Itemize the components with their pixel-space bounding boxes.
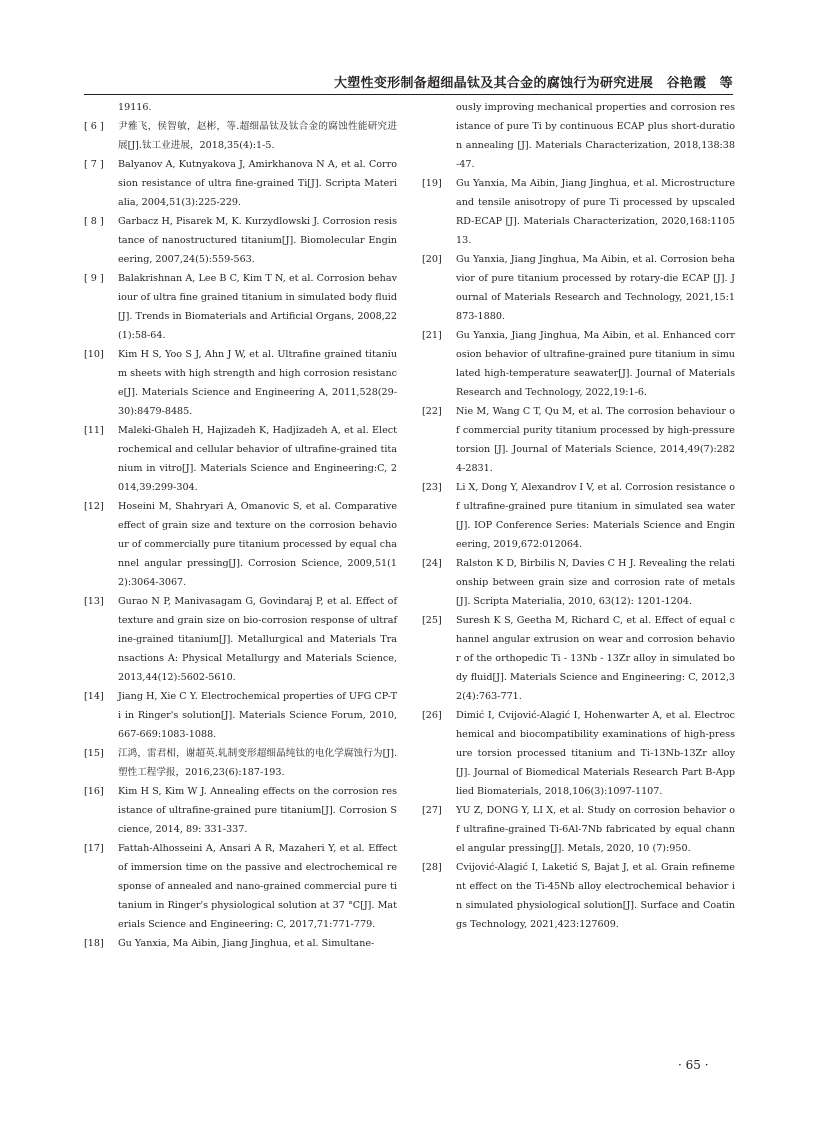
reference-item [84, 421, 397, 497]
reference-item [422, 858, 735, 934]
reference-item [422, 326, 735, 402]
page-number: · 65 · [678, 1058, 709, 1072]
reference-list-right [422, 174, 735, 934]
reference-number: [ 7 ] [84, 159, 104, 170]
reference-item [422, 250, 735, 326]
reference-text: Gu Yanxia, Ma Aibin, Jiang Jinghua, et al. Microstructure and tensile anisotropy of pure Ti processed by upscaled RD-ECAP [J]. Materials Characterization, 2020,168:110513. [456, 178, 735, 246]
reference-number: [21] [422, 330, 442, 341]
reference-text: Jiang H, Xie C Y. Electrochemical properties of UFG CP-Ti in Ringer's solution[J]. Materials Science Forum, 2010,667-669:1083-1088. [118, 691, 397, 740]
reference-number: [25] [422, 615, 442, 626]
reference-item [422, 554, 735, 611]
references-right-column [422, 98, 735, 934]
reference-item [84, 345, 397, 421]
reference-text: Garbacz H, Pisarek M, K. Kurzydlowski J. Corrosion resistance of nanostructured titanium[J]. Biomolecular Engineering, 2007,24(5):559-563. [118, 216, 397, 265]
reference-text: Maleki-Ghaleh H, Hajizadeh K, Hadjizadeh A, et al. Electrochemical and cellular behavior of ultrafine-grained titanium in vitro[J]. Materials Science and Engineering:C, 2014,39:299-304. [118, 425, 397, 493]
reference-text: Kim H S, Yoo S J, Ahn J W, et al. Ultrafine grained titanium sheets with high strength and high corrosion resistance[J]. Materials Science and Engineering A, 2011,528(29-30):8479-8485. [118, 349, 397, 417]
reference-number: [ 6 ] [84, 121, 104, 132]
reference-continuation: 19116. [118, 102, 152, 113]
reference-item [422, 402, 735, 478]
reference-number: [15] [84, 748, 104, 759]
reference-number: [28] [422, 862, 442, 873]
reference-number: [22] [422, 406, 442, 417]
reference-item [84, 687, 397, 744]
reference-item [422, 801, 735, 858]
reference-item [84, 839, 397, 934]
reference-item [84, 212, 397, 269]
reference-number: [17] [84, 843, 104, 854]
reference-number: [27] [422, 805, 442, 816]
reference-text: Balakrishnan A, Lee B C, Kim T N, et al. Corrosion behaviour of ultra fine grained titanium in simulated body fluid[J]. Trends in Biomaterials and Artificial Organs, 2008,22(1):58-64. [118, 273, 397, 341]
reference-item [84, 269, 397, 345]
reference-text: Fattah-Alhosseini A, Ansari A R, Mazaheri Y, et al. Effect of immersion time on the passive and electrochemical response of annealed and nano-grained commercial pure titanium in Ringer's physiological solution at 37 °C[J]. Materials Science and Engineering: C, 2017,71:771-779. [118, 843, 397, 930]
reference-item [84, 497, 397, 592]
reference-text: Gu Yanxia, Jiang Jinghua, Ma Aibin, et al. Corrosion behavior of pure titanium processed by rotary-die ECAP [J]. Journal of Materials Research and Technology, 2021,15:1873-1880. [456, 254, 735, 322]
reference-text: Dimić I, Cvijović-Alagić I, Hohenwarter A, et al. Electrochemical and biocompatibility examinations of high-pressure torsion processed titanium and Ti-13Nb-13Zr alloy[J]. Journal of Biomedical Materials Research Part B-Applied Biomaterials, 2018,106(3):1097-1107. [456, 710, 735, 797]
reference-item [422, 478, 735, 554]
reference-item [422, 174, 735, 250]
reference-number: [11] [84, 425, 104, 436]
running-header-title: 大塑性变形制备超细晶钛及其合金的腐蚀行为研究进展 谷艳霞 等 [333, 76, 733, 91]
reference-number: [13] [84, 596, 104, 607]
reference-number: [10] [84, 349, 104, 360]
reference-text: Gurao N P, Manivasagam G, Govindaraj P, et al. Effect of texture and grain size on bio-corrosion response of ultrafine-grained titanium[J]. Metallurgical and Materials Transactions A: Physical Metallurgy and Materials Science, 2013,44(12):5602-5610. [118, 596, 397, 683]
references-left-column [84, 98, 397, 953]
reference-number: [20] [422, 254, 442, 265]
reference-continuation: ously improving mechanical properties and corrosion resistance of pure Ti by continuous ECAP plus short-duration annealing [J]. Materials Characterization, 2018,138:38-47. [456, 102, 735, 170]
reference-item [84, 744, 397, 782]
reference-number: [16] [84, 786, 104, 797]
reference-item [422, 611, 735, 706]
reference-text: Gu Yanxia, Jiang Jinghua, Ma Aibin, et al. Enhanced corrosion behavior of ultrafine-grained pure titanium in simulated high-temperature seawater[J]. Journal of Materials Research and Technology, 2022,19:1-6. [456, 330, 735, 398]
reference-number: [24] [422, 558, 442, 569]
reference-text: Gu Yanxia, Ma Aibin, Jiang Jinghua, et al. Simultane- [118, 938, 375, 949]
reference-number: [19] [422, 178, 442, 189]
reference-number: [14] [84, 691, 104, 702]
reference-text: Kim H S, Kim W J. Annealing effects on the corrosion resistance of ultrafine-grained pure titanium[J]. Corrosion Science, 2014, 89: 331-337. [118, 786, 397, 835]
reference-text: 尹雅飞，侯智敏，赵彬，等.超细晶钛及钛合金的腐蚀性能研究进展[J].钛工业进展，2018,35(4):1-5. [118, 121, 397, 151]
reference-text: Suresh K S, Geetha M, Richard C, et al. Effect of equal channel angular extrusion on wear and corrosion behavior of the orthopedic Ti - 13Nb - 13Zr alloy in simulated body fluid[J]. Materials Science and Engineering: C, 2012,32(4):763-771. [456, 615, 735, 702]
running-header [84, 72, 733, 95]
reference-item [84, 592, 397, 687]
reference-text: YU Z, DONG Y, LI X, et al. Study on corrosion behavior of ultrafine-grained Ti-6Al-7Nb fabricated by equal channel angular pressing[J]. Metals, 2020, 10 (7):950. [456, 805, 735, 854]
reference-text: 江鸿，雷君相，谢超英.轧制变形超细晶纯钛的电化学腐蚀行为[J].塑性工程学报，2016,23(6):187-193. [118, 748, 397, 778]
reference-text: Hoseini M, Shahryari A, Omanovic S, et al. Comparative effect of grain size and texture on the corrosion behaviour of commercially pure titanium processed by equal channel angular pressing[J]. Corrosion Science, 2009,51(12):3064-3067. [118, 501, 397, 588]
reference-item [84, 934, 397, 953]
reference-number: [23] [422, 482, 442, 493]
reference-list-left [84, 117, 397, 953]
reference-item [84, 782, 397, 839]
reference-item [84, 117, 397, 155]
reference-number: [ 9 ] [84, 273, 104, 284]
reference-item [422, 706, 735, 801]
reference-text: Balyanov A, Kutnyakova J, Amirkhanova N A, et al. Corrosion resistance of ultra fine-grained Ti[J]. Scripta Materialia, 2004,51(3):225-229. [118, 159, 397, 208]
reference-text: Cvijović-Alagić I, Laketić S, Bajat J, et al. Grain refinement effect on the Ti-45Nb alloy electrochemical behavior in simulated physiological solution[J]. Surface and Coatings Technology, 2021,423:127609. [456, 862, 735, 930]
reference-text: Ralston K D, Birbilis N, Davies C H J. Revealing the relationship between grain size and corrosion rate of metals[J]. Scripta Materialia, 2010, 63(12): 1201-1204. [456, 558, 735, 607]
reference-number: [ 8 ] [84, 216, 104, 227]
reference-item [84, 155, 397, 212]
reference-number: [18] [84, 938, 104, 949]
reference-number: [26] [422, 710, 442, 721]
reference-number: [12] [84, 501, 104, 512]
reference-text: Li X, Dong Y, Alexandrov I V, et al. Corrosion resistance of ultrafine-grained pure titanium in simulated sea water[J]. IOP Conference Series: Materials Science and Engineering, 2019,672:012064. [456, 482, 735, 550]
reference-text: Nie M, Wang C T, Qu M, et al. The corrosion behaviour of commercial purity titanium processed by high-pressure torsion [J]. Journal of Materials Science, 2014,49(7):2824-2831. [456, 406, 735, 474]
